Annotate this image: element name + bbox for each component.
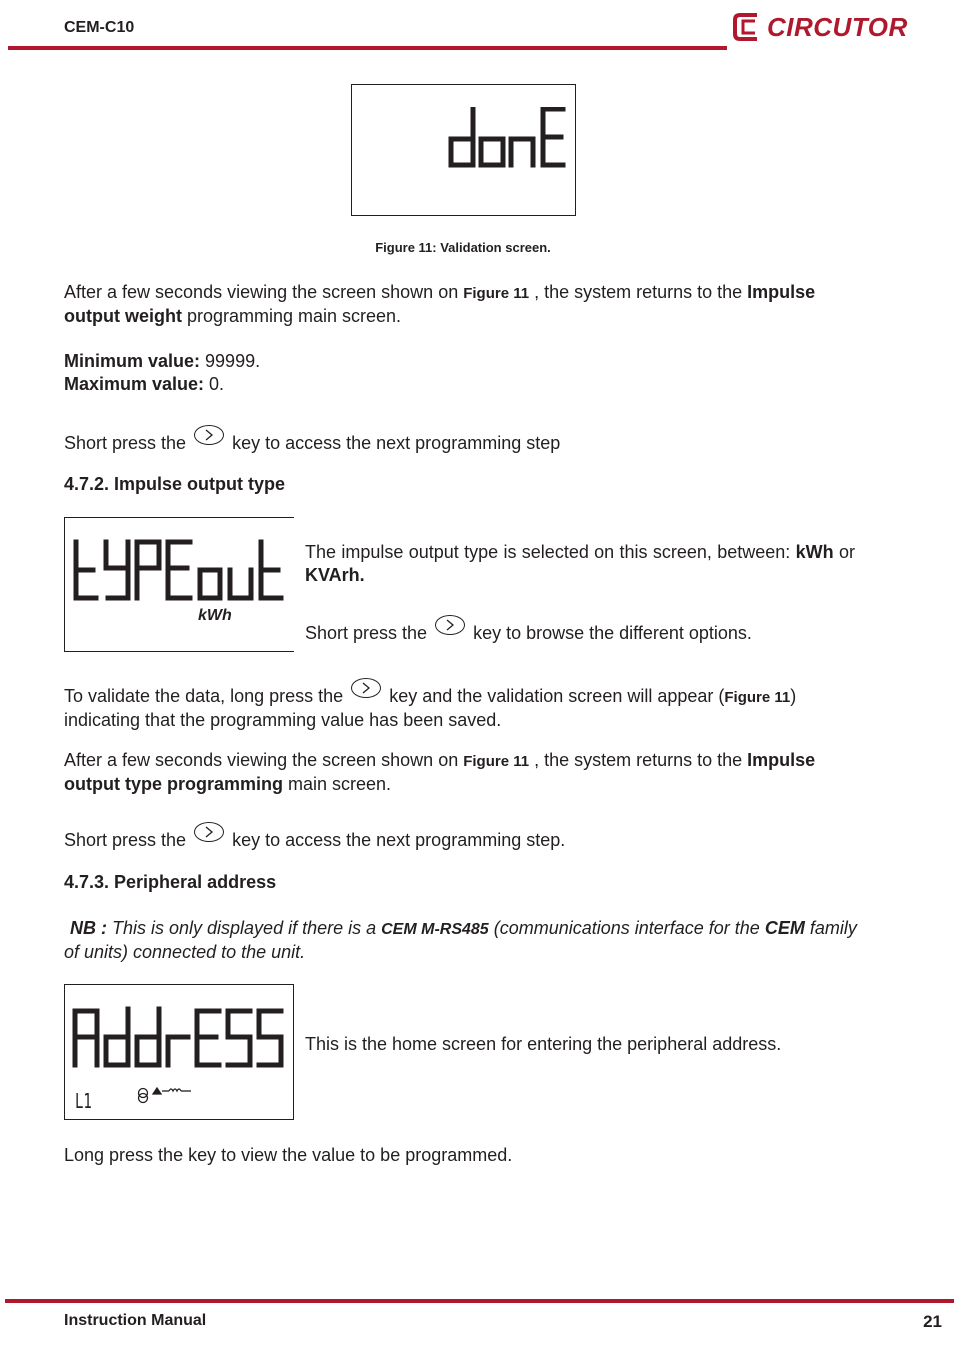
lcd-done-segments [448,107,568,171]
browse-options-instruction: Short press the key to browse the different options. [305,615,752,645]
nb-note: NB : This is only displayed if there is a CEM M-RS485 (communications interface for the CEM family of units) connected to the unit. [64,918,857,962]
paragraph-return-weight: After a few seconds viewing the screen shown on Figure 11 , the system returns to the Impulse output weight programming main screen. [64,282,816,326]
impulse-type-description: The impulse output type is selected on this screen, between: kWh or KVArh. [305,542,855,585]
lcd-address-segments [71,1005,286,1071]
short-press-instruction-1: Short press the key to access the next programming step [64,425,560,455]
page-number: 21 [923,1312,942,1331]
next-key-icon [194,425,224,445]
long-press-instruction: Long press the key to view the value to be programmed. [64,1145,513,1165]
brand-logo [731,10,911,46]
figure-ref: Figure 11 [724,689,791,706]
address-display [64,984,294,1120]
lcd-unit-kwh: kWh [198,607,232,624]
figure-ref: Figure 11 [463,753,530,770]
validate-instruction: To validate the data, long press the key and the validation screen will appear (Figure 11) indicating that the programming value has been saved. [64,678,864,732]
header-rule [8,46,727,50]
footer-rule [5,1299,954,1303]
section-title-4-7-3: 4.7.3. Peripheral address [64,872,277,892]
short-press-instruction-2: Short press the key to access the next programming step. [64,822,565,852]
figure-11-caption: Figure 11: Validation screen. [375,240,551,255]
lcd-phase-l1: L1 [75,1089,92,1113]
footer-title: Instruction Manual [64,1312,207,1329]
circutor-logo-icon [731,10,763,44]
paragraph-return-type: After a few seconds viewing the screen shown on Figure 11 , the system returns to the Impulse output type programming main screen. [64,750,816,794]
section-title-4-7-2: 4.7.2. Impulse output type [64,474,286,494]
next-key-icon [351,678,381,698]
transformer-icon [135,1085,199,1105]
brand-name: CIRCUTOR [767,12,908,42]
header-model: CEM-C10 [64,19,135,36]
validation-screen-display [351,84,576,216]
address-home-description: This is the home screen for entering the peripheral address. [305,1034,782,1054]
next-key-icon [194,822,224,842]
lcd-typeout-segments [71,538,286,608]
impulse-type-display [64,517,294,652]
next-key-icon [435,615,465,635]
minimum-value: Minimum value: 99999. [64,351,261,371]
figure-ref: Figure 11 [463,285,530,302]
maximum-value: Maximum value: 0. [64,374,225,394]
